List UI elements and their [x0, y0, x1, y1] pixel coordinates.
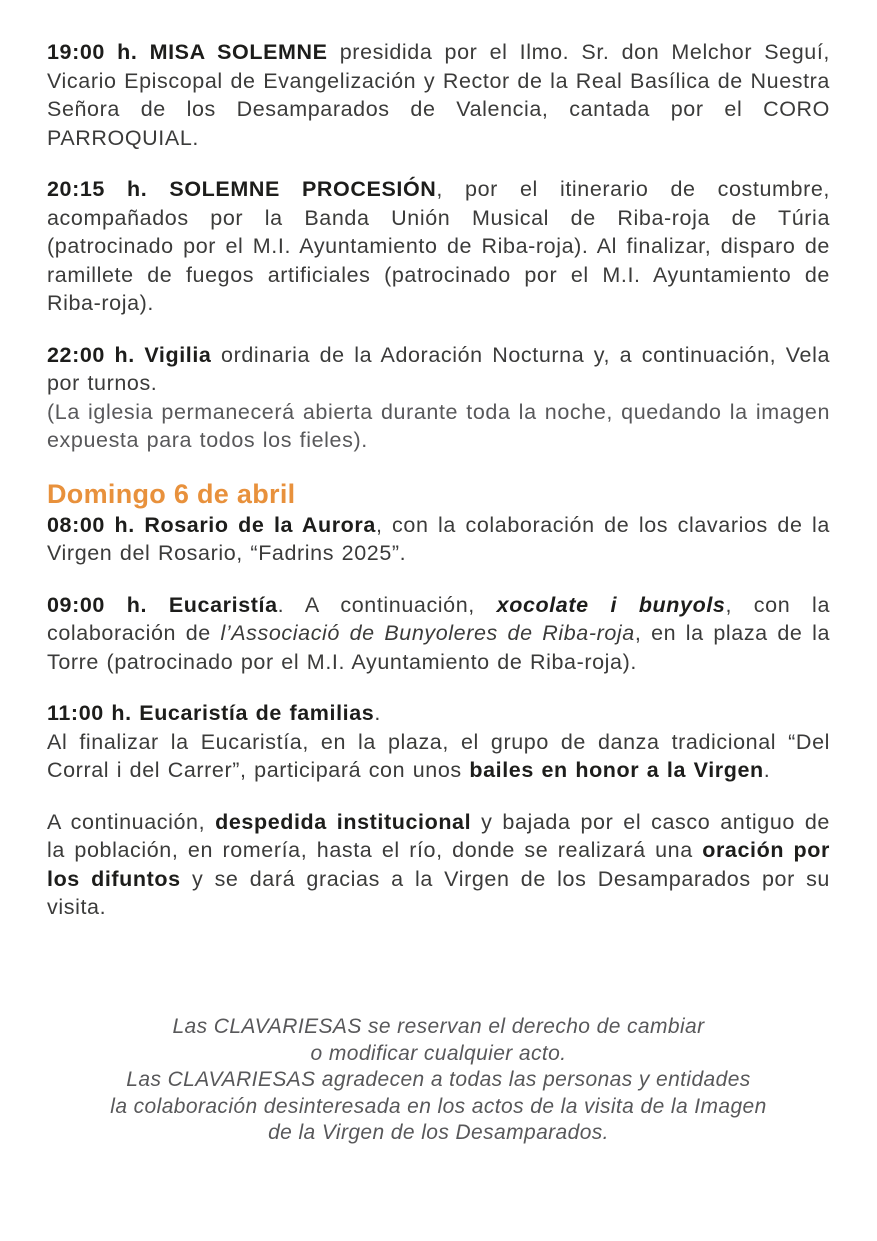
footnote-line: Las CLAVARIESAS agradecen a todas las personas y entidades — [126, 1068, 751, 1091]
schedule-text — [47, 38, 830, 945]
footnote-line: de la Virgen de los Desamparados. — [268, 1121, 609, 1144]
text-run-bold: 20:15 h. SOLEMNE PROCESIÓN — [47, 177, 437, 201]
text-run-bold: despedida institucional — [215, 809, 472, 834]
footnote-line: la colaboración desinteresada en los actos de la visita de la Imagen — [110, 1094, 767, 1118]
schedule-paragraph — [47, 591, 830, 677]
text-run-muted: (La iglesia permanecerá abierta durante toda la noche, quedando la imagen expuesta para todos los fieles). — [47, 399, 830, 452]
text-run-regular: . — [374, 701, 381, 725]
schedule-paragraph — [47, 341, 830, 455]
schedule-paragraph — [47, 175, 830, 318]
text-run-bold: 22:00 h. Vigilia — [47, 342, 212, 367]
footnote-line: Las CLAVARIESAS se reservan el derecho de cambiar — [172, 1015, 705, 1038]
text-run-regular: A continuación, — [47, 809, 216, 834]
text-run-regular: ordinaria de la Adoración Nocturna y, a continuación, Vela por turnos. — [47, 342, 831, 395]
text-run-bold: 08:00 h. Rosario de la Aurora — [47, 512, 376, 537]
footnote-line: o modificar cualquier acto. — [310, 1041, 567, 1065]
text-run-regular: . A continuación, — [277, 592, 497, 617]
text-run-regular: , con la colaboración de — [47, 592, 830, 645]
text-run-italic: l’Associació de Bunyoleres de Riba-roja — [220, 621, 635, 645]
text-run-regular: Al finalizar la Eucaristía, en la plaza, el grupo de danza tradicional “Del Corral i del Carrer”, participará con unos — [47, 729, 830, 782]
schedule-paragraph — [47, 511, 830, 568]
text-run-regular: , en la plaza de la Torre (patrocinado por el M.I. Ayuntamiento de Riba-roja). — [47, 621, 831, 674]
text-run-bold: 19:00 h. MISA SOLEMNE — [47, 40, 328, 64]
text-run-bold: 11:00 h. Eucaristía de familias — [47, 701, 375, 725]
text-run-bold: oración por los difuntos — [47, 838, 830, 891]
day-heading: Domingo 6 de abril — [47, 478, 296, 509]
schedule-paragraph — [47, 699, 830, 785]
schedule-paragraph — [47, 38, 830, 152]
footnote — [47, 1014, 830, 1147]
text-run-bold-italic: xocolate i bunyols — [496, 592, 726, 617]
text-run-bold: bailes en honor a la Virgen — [469, 758, 764, 782]
text-run-regular: , por el itinerario de costumbre, acompañados por la Banda Unión Musical de Riba-roja de Túria (patrocinado por el M.I. Ayuntamiento de Riba-roja). Al finalizar, disparo de ramillete de fuegos artificiales (patrocinado por el M.I. Ayuntamiento de Riba-roja). — [47, 177, 830, 315]
text-run-regular: y bajada por el casco antiguo de la población, en romería, hasta el río, donde se realizará una — [47, 809, 830, 862]
text-run-regular: , con la colaboración de los clavarios de la Virgen del Rosario, “Fadrins 2025”. — [47, 512, 830, 565]
text-run-regular: . — [763, 758, 771, 782]
text-run-regular: presidida por el Ilmo. Sr. don Melchor Seguí, Vicario Episcopal de Evangelización y Rector de la Real Basílica de Nuestra Señora de los Desamparados de Valencia, cantada por el CORO PARROQUIAL. — [47, 40, 830, 150]
schedule-paragraph — [47, 808, 830, 922]
text-run-bold: 09:00 h. Eucaristía — [47, 592, 278, 617]
text-run-regular: y se dará gracias a la Virgen de los Desamparados por su visita. — [47, 866, 830, 919]
